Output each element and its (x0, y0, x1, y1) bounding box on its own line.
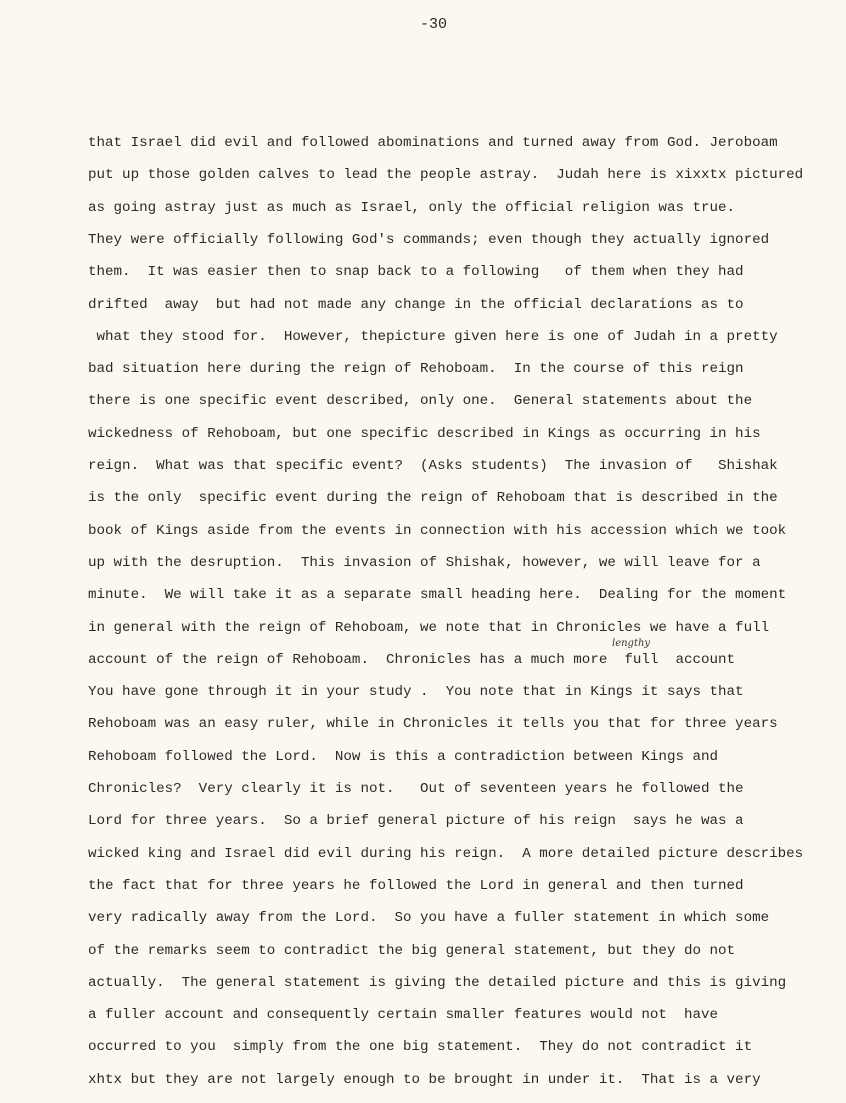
text-line: You have gone through it in your study . You note that in Kings it says that (88, 684, 744, 701)
text-line: a fuller account and consequently certain smaller features would not have (88, 1007, 719, 1024)
text-line: Rehoboam followed the Lord. Now is this a contradiction between Kings and (88, 748, 719, 765)
text-line: in general with the reign of Rehoboam, we note that in Chronicles we have a full (88, 619, 770, 636)
text-line: occurred to you simply from the one big statement. They do not contradict it (88, 1039, 753, 1056)
text-line: actually. The general statement is giving the detailed picture and this is giving (88, 974, 787, 991)
text-line: very radically away from the Lord. So you have a fuller statement in which some (88, 910, 770, 927)
text-line: that Israel did evil and followed abominations and turned away from God. Jeroboam (88, 135, 778, 151)
text-line: account of the reign of Rehoboam. Chronicles has a much more full account (88, 651, 736, 668)
text-line: there is one specific event described, only one. General statements about the (88, 393, 753, 410)
handwritten-annotation: lengthy (612, 638, 651, 649)
text-line: them. It was easier then to snap back to a following of them when they had (88, 264, 744, 281)
text-line: as going astray just as much as Israel, only the official religion was true. (88, 199, 736, 216)
text-line: drifted away but had not made any change in the official declarations as to (88, 296, 744, 313)
text-line: what they stood for. However, thepicture given here is one of Judah in a pretty (88, 328, 778, 345)
text-line: Lord for three years. So a brief general picture of his reign says he was a (88, 813, 744, 830)
text-line: xhtx but they are not largely enough to be brought in under it. That is a very (88, 1071, 761, 1088)
text-line: up with the desruption. This invasion of Shishak, however, we will leave for a (88, 554, 761, 571)
page-number: -30 (420, 16, 448, 33)
text-line: of the remarks seem to contradict the big general statement, but they do not (88, 942, 736, 959)
text-line: reign. What was that specific event? (Asks students) The invasion of Shishak (88, 458, 778, 474)
text-line: Rehoboam was an easy ruler, while in Chronicles it tells you that for three years (88, 716, 778, 733)
text-line: wickedness of Rehoboam, but one specific described in Kings as occurring in his (88, 425, 761, 442)
text-line: Chronicles? Very clearly it is not. Out of seventeen years he followed the (88, 781, 744, 797)
text-line: wicked king and Israel did evil during his reign. A more detailed picture describes (88, 845, 804, 862)
text-line: the fact that for three years he followed the Lord in general and then turned (88, 877, 744, 894)
text-line: They were officially following God's commands; even though they actually ignored (88, 231, 770, 248)
text-line: book of Kings aside from the events in connection with his accession which we took (88, 522, 787, 539)
text-line: put up those golden calves to lead the people astray. Judah here is xixxtx pictured (88, 167, 804, 184)
text-line: minute. We will take it as a separate small heading here. Dealing for the moment (88, 587, 787, 604)
text-line: is the only specific event during the reign of Rehoboam that is described in the (88, 490, 778, 507)
text-line: bad situation here during the reign of Rehoboam. In the course of this reign (88, 361, 744, 378)
